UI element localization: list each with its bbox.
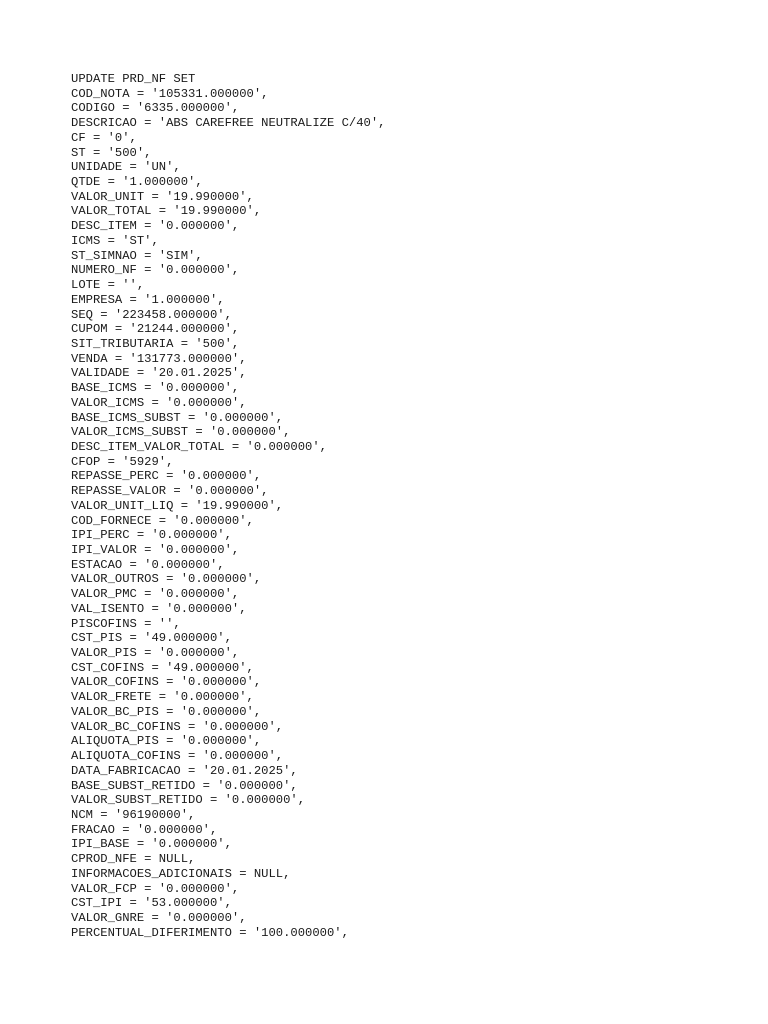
sql-assignment-line: VALOR_SUBST_RETIDO = '0.000000', — [71, 793, 306, 808]
sql-assignment-line: DESCRICAO = 'ABS CAREFREE NEUTRALIZE C/40', — [71, 116, 386, 131]
sql-assignment-line: VALOR_UNIT_LIQ = '19.990000', — [71, 498, 284, 513]
sql-assignment-line: PISCOFINS = '', — [71, 616, 181, 631]
sql-assignment-line: NUMERO_NF = '0.000000', — [71, 263, 240, 278]
sql-assignment-line: CODIGO = '6335.000000', — [71, 101, 240, 116]
sql-assignment-line: FRACAO = '0.000000', — [71, 822, 218, 837]
sql-assignment-line: ICMS = 'ST', — [71, 233, 159, 248]
sql-assignment-line: CST_PIS = '49.000000', — [71, 631, 232, 646]
sql-assignment-line: IPI_BASE = '0.000000', — [71, 837, 232, 852]
sql-assignment-line: CUPOM = '21244.000000', — [71, 322, 240, 337]
sql-assignment-line: ST = '500', — [71, 145, 152, 160]
sql-assignment-line: UNIDADE = 'UN', — [71, 160, 181, 175]
sql-assignment-line: VENDA = '131773.000000', — [71, 351, 247, 366]
sql-assignment-line: SIT_TRIBUTARIA = '500', — [71, 336, 240, 351]
sql-assignment-line: VALOR_BC_COFINS = '0.000000', — [71, 719, 284, 734]
sql-assignment-line: CST_IPI = '53.000000', — [71, 896, 232, 911]
sql-assignment-line: LOTE = '', — [71, 278, 145, 293]
sql-assignment-line: CFOP = '5929', — [71, 454, 174, 469]
sql-assignment-line: DESC_ITEM_VALOR_TOTAL = '0.000000', — [71, 439, 327, 454]
sql-assignment-line: ALIQUOTA_PIS = '0.000000', — [71, 734, 262, 749]
sql-assignment-line: NCM = '96190000', — [71, 807, 196, 822]
sql-assignment-line: VALOR_OUTROS = '0.000000', — [71, 572, 262, 587]
sql-assignment-line: VALOR_PIS = '0.000000', — [71, 646, 240, 661]
sql-assignment-line: COD_FORNECE = '0.000000', — [71, 513, 254, 528]
sql-assignment-line: VALOR_BC_PIS = '0.000000', — [71, 704, 262, 719]
sql-assignment-line: VALOR_ICMS = '0.000000', — [71, 395, 247, 410]
sql-assignment-line: VALOR_TOTAL = '19.990000', — [71, 204, 262, 219]
sql-assignment-line: EMPRESA = '1.000000', — [71, 292, 225, 307]
sql-assignment-line: VALOR_GNRE = '0.000000', — [71, 910, 247, 925]
sql-assignment-line: VALOR_FCP = '0.000000', — [71, 881, 240, 896]
sql-assignment-line: QTDE = '1.000000', — [71, 175, 203, 190]
sql-assignment-line: BASE_ICMS = '0.000000', — [71, 381, 240, 396]
sql-assignment-line: DATA_FABRICACAO = '20.01.2025', — [71, 763, 298, 778]
sql-assignment-line: CF = '0', — [71, 130, 137, 145]
sql-assignment-line: COD_NOTA = '105331.000000', — [71, 86, 269, 101]
sql-assignment-line: VALOR_COFINS = '0.000000', — [71, 675, 262, 690]
sql-assignment-line: CPROD_NFE = NULL, — [71, 852, 196, 867]
sql-assignment-line: DESC_ITEM = '0.000000', — [71, 219, 240, 234]
sql-assignment-line: IPI_PERC = '0.000000', — [71, 528, 232, 543]
sql-assignment-line: BASE_SUBST_RETIDO = '0.000000', — [71, 778, 298, 793]
sql-assignment-line: VAL_ISENTO = '0.000000', — [71, 601, 247, 616]
sql-assignment-line: VALIDADE = '20.01.2025', — [71, 366, 247, 381]
sql-assignment-line: ALIQUOTA_COFINS = '0.000000', — [71, 749, 284, 764]
sql-assignment-line: ESTACAO = '0.000000', — [71, 557, 225, 572]
sql-assignment-line: IPI_VALOR = '0.000000', — [71, 543, 240, 557]
sql-assignment-line: SEQ = '223458.000000', — [71, 307, 232, 322]
sql-assignment-line: PERCENTUAL_DIFERIMENTO = '100.000000', — [71, 925, 349, 940]
sql-statement-header: UPDATE PRD_NF SET — [71, 72, 196, 86]
sql-assignment-line: CST_COFINS = '49.000000', — [71, 660, 254, 675]
sql-assignment-line: REPASSE_VALOR = '0.000000', — [71, 484, 269, 499]
sql-assignment-line: INFORMACOES_ADICIONAIS = NULL, — [71, 866, 291, 881]
sql-assignment-line: ST_SIMNAO = 'SIM', — [71, 248, 203, 263]
sql-assignment-line: REPASSE_PERC = '0.000000', — [71, 469, 262, 484]
sql-assignment-line: VALOR_PMC = '0.000000', — [71, 587, 240, 602]
sql-assignment-line: VALOR_ICMS_SUBST = '0.000000', — [71, 425, 291, 440]
sql-assignment-line: VALOR_UNIT = '19.990000', — [71, 189, 254, 204]
sql-assignment-line: VALOR_FRETE = '0.000000', — [71, 690, 254, 705]
sql-update-statement — [71, 72, 761, 940]
sql-assignment-line: BASE_ICMS_SUBST = '0.000000', — [71, 410, 284, 425]
